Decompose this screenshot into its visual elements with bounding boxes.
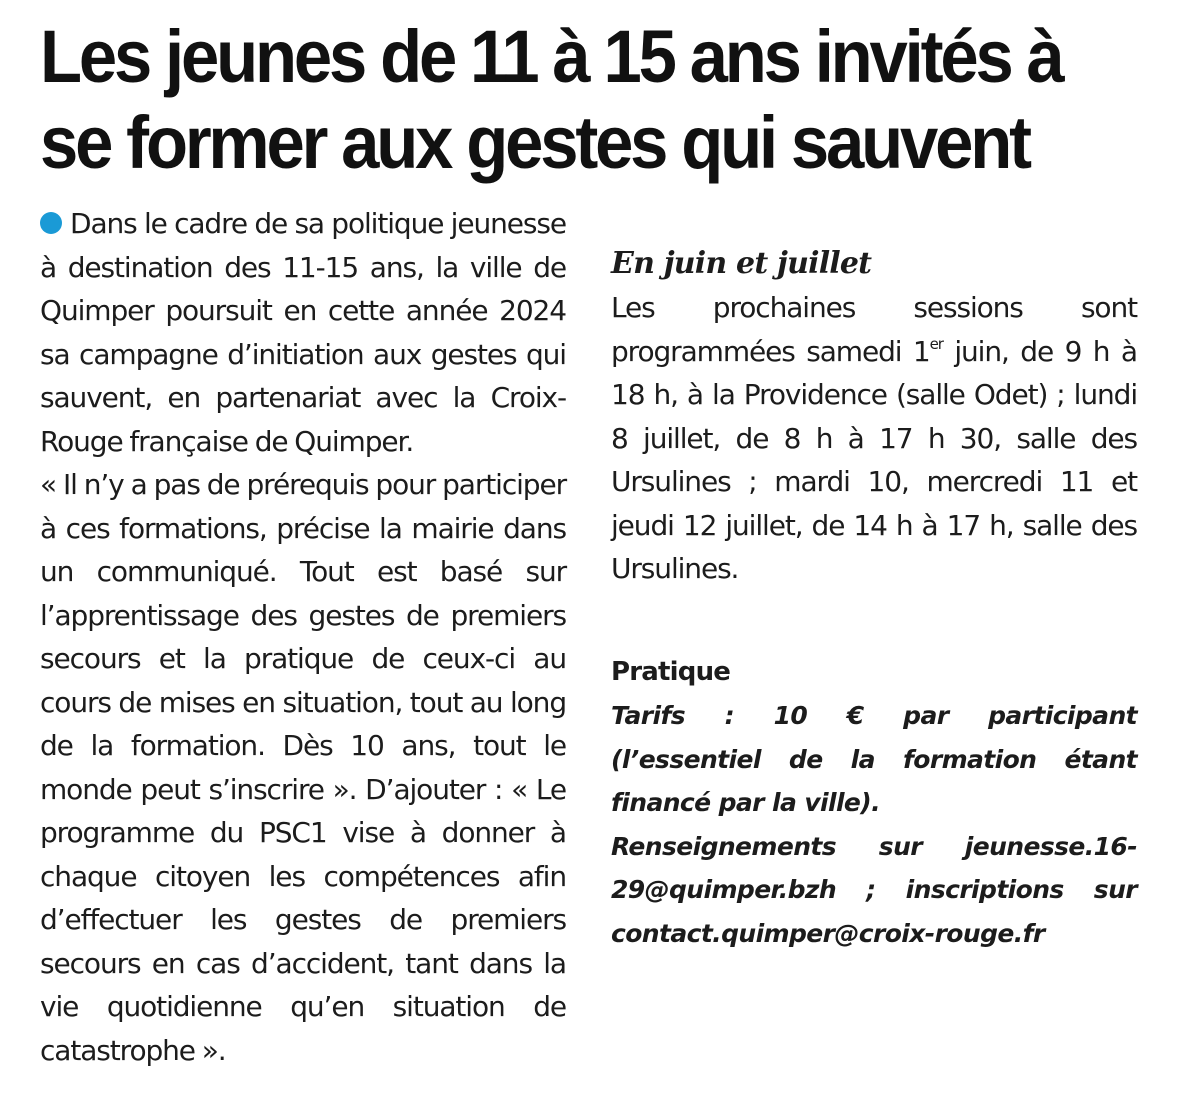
pratique-title: Pratique — [611, 656, 731, 687]
sessions-text-start: Les prochaines sessions sont programmées samedi 1 — [611, 291, 1137, 368]
sessions-text-end: juin, de 9 h à 18 h, à la Providence (salle Odet) ; lundi 8 juillet, de 8 h à 17 h 30, salle des Ursulines ; mardi 10, mercredi 11 et jeudi 12 juillet, de 14 h à 17 h, salle des Ursulines. — [611, 334, 1137, 585]
sessions-paragraph — [611, 286, 1137, 591]
blue-bullet-icon — [40, 212, 62, 234]
intro-paragraph — [40, 202, 566, 463]
tarifs-text: Tarifs : 10 € par participant (l’essentiel de la formation étant financé par la ville). — [611, 701, 1137, 817]
section-title: En juin et juillet — [611, 246, 872, 281]
intro-text: Dans le cadre de sa politique jeunesse à destination des 11-15 ans, la ville de Quimper poursuit en cette année 2024 sa campagne d’initiation aux gestes qui sauvent, en partenariat avec la Croix-Rouge française de Quimper. — [40, 207, 566, 458]
pratique-box — [611, 694, 1137, 955]
renseignements-text: Renseignements sur jeunesse.16-29@quimper.bzh ; inscriptions sur contact.quimper@croix-rouge.fr — [611, 831, 1137, 948]
article-column-left — [40, 202, 566, 1072]
ordinal-superscript: er — [929, 334, 943, 353]
article-column-right — [611, 202, 1137, 955]
headline: Les jeunes de 11 à 15 ans invités à se former aux gestes qui sauvent — [40, 15, 1062, 184]
quote-paragraph: « Il n’y a pas de prérequis pour participer à ces formations, précise la mairie dans un communiqué. Tout est basé sur l’apprentissage des gestes de premiers secours et la pratique de ceux-ci au cours de mises en situation, tout au long de la formation. Dès 10 ans, tout le monde peut s’inscrire ». D’ajouter : « Le programme du PSC1 vise à donner à chaque citoyen les compétences afin d’effectuer les gestes de premiers secours en cas d’accident, tant dans la vie quotidienne qu’en situation de catastrophe ». — [40, 468, 566, 1067]
